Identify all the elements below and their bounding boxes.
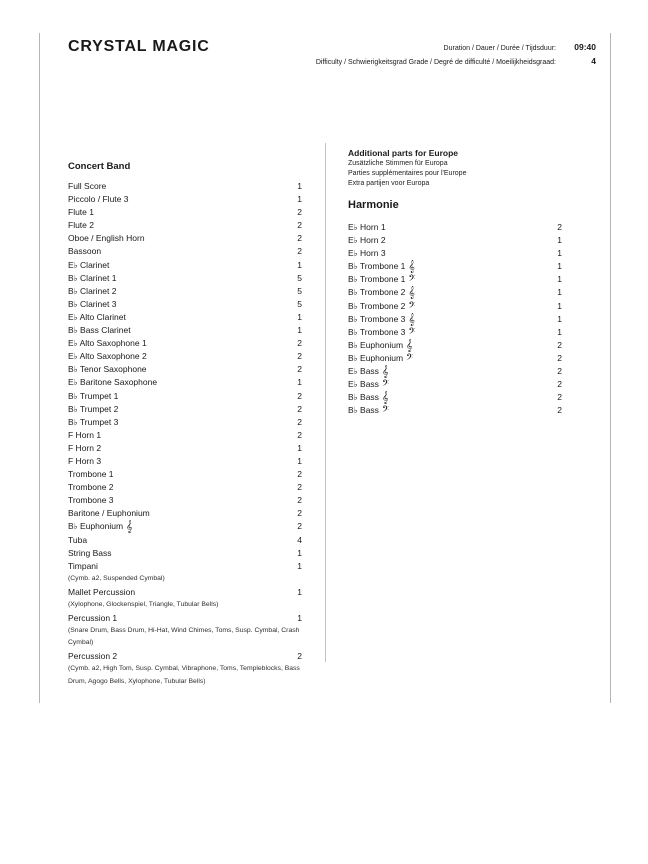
quantity: 1: [297, 377, 302, 388]
instrument-name: B♭ Trumpet 3: [68, 416, 119, 427]
instrument-name: Full Score: [68, 181, 107, 191]
quantity: 2: [297, 416, 302, 427]
quantity: 2: [297, 521, 302, 532]
instrument-name: Timpani: [68, 560, 98, 571]
duration-label: Duration / Dauer / Durée / Tijdsduur:: [443, 45, 556, 52]
instrument-row: [348, 365, 562, 378]
quantity: 2: [557, 405, 562, 416]
instrument-row: [68, 337, 302, 350]
instrument-row: [348, 404, 562, 417]
instrument-name: E♭ Horn 1: [348, 222, 386, 232]
quantity: 2: [297, 364, 302, 375]
instrument-name: Flute 2: [68, 220, 94, 231]
instrument-row: [68, 363, 302, 376]
instrument-row: [348, 378, 562, 391]
instrument-name: B♭ Clarinet 2: [68, 285, 117, 296]
quantity: 2: [297, 508, 302, 519]
quantity: 5: [297, 298, 302, 309]
quantity: 2: [297, 351, 302, 362]
quantity: 1: [297, 311, 302, 322]
quantity: 1: [557, 248, 562, 259]
instrument-row: [68, 259, 302, 272]
instrument-name: B♭ Trombone 1 𝄢: [348, 274, 416, 287]
harmonie-list: [348, 221, 562, 417]
instrument-row: [348, 221, 562, 234]
instrument-row: [68, 193, 302, 206]
quantity: 4: [297, 534, 302, 545]
instrument-name: B♭ Trumpet 2: [68, 403, 119, 414]
instrument-name: B♭ Euphonium 𝄢: [348, 352, 414, 365]
quantity: 2: [557, 379, 562, 390]
instrument-name: B♭ Bass 𝄢: [348, 405, 390, 418]
harmonie-heading: Harmonie: [348, 199, 399, 211]
treble-clef-icon: 𝄞: [406, 339, 413, 352]
instrument-row: [68, 298, 302, 311]
harmonie-section: [348, 199, 562, 417]
quantity: 1: [297, 612, 302, 623]
instrument-note: (Xylophone, Glockenspiel, Triangle, Tubular Bells): [68, 600, 219, 608]
instrument-name: Piccolo / Flute 3: [68, 194, 129, 205]
instrument-row: [68, 206, 302, 219]
page-border-left: [39, 33, 40, 703]
quantity: 1: [557, 261, 562, 272]
instrument-row: [348, 326, 562, 339]
instrument-row: [68, 219, 302, 232]
quantity: 2: [557, 352, 562, 363]
instrument-row: [68, 311, 302, 324]
quantity: 1: [297, 194, 302, 205]
quantity: 1: [557, 300, 562, 311]
instrument-row: [68, 481, 302, 494]
quantity: 1: [297, 455, 302, 466]
quantity: 2: [297, 338, 302, 349]
instrument-row: [348, 247, 562, 260]
additional-parts-block: [348, 148, 562, 189]
instrument-row: [348, 234, 562, 247]
instrument-note: (Snare Drum, Bass Drum, Hi-Hat, Wind Chimes, Toms, Susp. Cymbal, Crash Cymbal): [68, 626, 300, 647]
quantity: 5: [297, 285, 302, 296]
instrument-name: F Horn 2: [68, 442, 102, 453]
quantity: 2: [297, 429, 302, 440]
additional-parts-subtitle-fr: Parties supplémentaires pour l'Europe: [348, 170, 467, 177]
instrument-row: [348, 391, 562, 404]
duration-value: 09:40: [574, 42, 596, 52]
instrument-note: (Cymb. a2, High Tom, Susp. Cymbal, Vibraphone, Toms, Templeblocks, Bass Drum, Agogo Bells, Xylophone, Tubular Bells): [68, 665, 300, 686]
instrument-row: [68, 390, 302, 403]
instrument-name: B♭ Bass 𝄞: [348, 392, 389, 405]
instrument-row: [68, 180, 302, 193]
quantity: 2: [297, 403, 302, 414]
treble-clef-icon: 𝄞: [408, 261, 415, 274]
instrument-row: [68, 650, 302, 663]
quantity: 1: [557, 287, 562, 298]
instrument-name: B♭ Trombone 2 𝄞: [348, 287, 415, 300]
instrument-row: [348, 313, 562, 326]
instrument-name: E♭ Bass 𝄞: [348, 366, 389, 379]
quantity: 2: [557, 366, 562, 377]
treble-clef-icon: 𝄞: [126, 521, 133, 534]
quantity: 2: [297, 246, 302, 257]
instrument-name: B♭ Trombone 1 𝄞: [348, 261, 415, 274]
instrument-name: B♭ Clarinet 3: [68, 298, 117, 309]
bass-clef-icon: 𝄢: [381, 379, 390, 392]
quantity: 2: [297, 207, 302, 218]
instrument-row: [68, 245, 302, 258]
quantity: 2: [557, 392, 562, 403]
instrument-name: Flute 1: [68, 207, 94, 218]
instrument-row: [68, 612, 302, 625]
difficulty-value: 4: [591, 56, 596, 66]
bass-clef-icon: 𝄢: [406, 352, 414, 365]
instrument-row: [68, 416, 302, 429]
quantity: 1: [297, 442, 302, 453]
concert-band-section: [68, 161, 302, 689]
instrument-row: [68, 285, 302, 298]
quantity: 2: [297, 469, 302, 480]
quantity: 1: [297, 547, 302, 558]
column-divider: [325, 143, 326, 662]
instrument-name: Percussion 1: [68, 612, 118, 623]
instrument-row: [68, 547, 302, 560]
page-border-right: [610, 33, 611, 703]
instrument-name: E♭ Clarinet: [68, 259, 110, 270]
instrument-name: E♭ Alto Clarinet: [68, 311, 126, 322]
quantity: 1: [297, 586, 302, 597]
quantity: 1: [557, 235, 562, 246]
instrument-row: [68, 324, 302, 337]
instrument-name: E♭ Baritone Saxophone: [68, 377, 158, 388]
quantity: 2: [297, 233, 302, 244]
instrument-name: Trombone 3: [68, 495, 114, 506]
difficulty-row: [240, 55, 596, 69]
quantity: 2: [297, 651, 302, 662]
instrument-name: Trombone 2: [68, 482, 114, 493]
quantity: 2: [557, 339, 562, 350]
instrument-row: [68, 232, 302, 245]
instrument-row: [348, 352, 562, 365]
instrument-row: [348, 300, 562, 313]
instrument-row: [348, 339, 562, 352]
instrument-name: F Horn 1: [68, 429, 102, 440]
additional-parts-heading: Additional parts for Europe: [348, 148, 459, 158]
instrument-name: E♭ Alto Saxophone 2: [68, 351, 147, 362]
instrument-row: [68, 272, 302, 285]
additional-parts-subtitle-de: Zusätzliche Stimmen für Europa: [348, 160, 448, 167]
instrument-row: [68, 534, 302, 547]
treble-clef-icon: 𝄞: [408, 313, 415, 326]
instrument-name: B♭ Euphonium 𝄞: [68, 521, 133, 534]
treble-clef-icon: 𝄞: [408, 287, 415, 300]
instrument-row: [68, 494, 302, 507]
instrument-name: B♭ Bass Clarinet: [68, 325, 131, 336]
quantity: 1: [297, 325, 302, 336]
quantity: 1: [297, 181, 302, 191]
quantity: 5: [297, 272, 302, 283]
concert-band-heading: Concert Band: [68, 161, 131, 172]
instrument-name: F Horn 3: [68, 455, 102, 466]
instrument-row: [68, 520, 302, 533]
instrument-row: [68, 350, 302, 363]
page-title: CRYSTAL MAGIC: [68, 38, 210, 55]
treble-clef-icon: 𝄞: [381, 366, 389, 379]
instrument-row: [68, 376, 302, 389]
instrument-name: Percussion 2: [68, 651, 118, 662]
meta-block: [240, 41, 596, 69]
quantity: 1: [557, 274, 562, 285]
instrument-name: B♭ Euphonium 𝄞: [348, 339, 413, 352]
instrument-row: [348, 260, 562, 273]
instrument-name: Baritone / Euphonium: [68, 508, 150, 519]
quantity: 2: [297, 220, 302, 231]
instrument-row: [68, 429, 302, 442]
instrument-row: [68, 455, 302, 468]
bass-clef-icon: 𝄢: [408, 300, 416, 313]
difficulty-label: Difficulty / Schwierigkeitsgrad Grade / Degré de difficulté / Moeilijkheidsgraad:: [315, 59, 556, 66]
quantity: 2: [297, 495, 302, 506]
instrument-name: Mallet Percussion: [68, 586, 136, 597]
instrument-name: Bassoon: [68, 246, 102, 257]
instrument-row: [68, 586, 302, 599]
instrument-row: [348, 273, 562, 286]
instrument-name: B♭ Tenor Saxophone: [68, 364, 147, 375]
bass-clef-icon: 𝄢: [381, 405, 390, 418]
instrument-name: B♭ Trumpet 1: [68, 390, 119, 401]
quantity: 1: [557, 313, 562, 324]
treble-clef-icon: 𝄞: [381, 392, 389, 405]
additional-parts-subtitle-nl: Extra partijen voor Europa: [348, 180, 430, 187]
quantity: 2: [557, 222, 562, 232]
quantity: 2: [297, 482, 302, 493]
instrument-name: B♭ Clarinet 1: [68, 272, 117, 283]
instrument-note: (Cymb. a2, Suspended Cymbal): [68, 574, 165, 582]
instrument-row: [68, 442, 302, 455]
instrument-name: String Bass: [68, 547, 112, 558]
instrument-name: B♭ Trombone 3 𝄢: [348, 326, 416, 339]
instrument-name: Oboe / English Horn: [68, 233, 145, 244]
instrument-name: E♭ Horn 3: [348, 248, 386, 259]
quantity: 2: [297, 390, 302, 401]
quantity: 1: [297, 560, 302, 571]
concert-band-list: [68, 180, 302, 689]
instrument-name: E♭ Bass 𝄢: [348, 379, 390, 392]
instrument-row: [68, 468, 302, 481]
instrument-row: [348, 286, 562, 299]
instrument-name: Tuba: [68, 534, 88, 545]
quantity: 1: [557, 326, 562, 337]
instrument-name: E♭ Alto Saxophone 1: [68, 338, 147, 349]
duration-row: [240, 41, 596, 55]
instrument-name: Trombone 1: [68, 469, 114, 480]
instrument-name: B♭ Trombone 2 𝄢: [348, 300, 416, 313]
instrument-name: B♭ Trombone 3 𝄞: [348, 313, 415, 326]
bass-clef-icon: 𝄢: [408, 326, 416, 339]
instrument-row: [68, 507, 302, 520]
bass-clef-icon: 𝄢: [408, 274, 416, 287]
instrument-row: [68, 403, 302, 416]
quantity: 1: [297, 259, 302, 270]
instrument-row: [68, 560, 302, 573]
instrument-name: E♭ Horn 2: [348, 235, 386, 246]
